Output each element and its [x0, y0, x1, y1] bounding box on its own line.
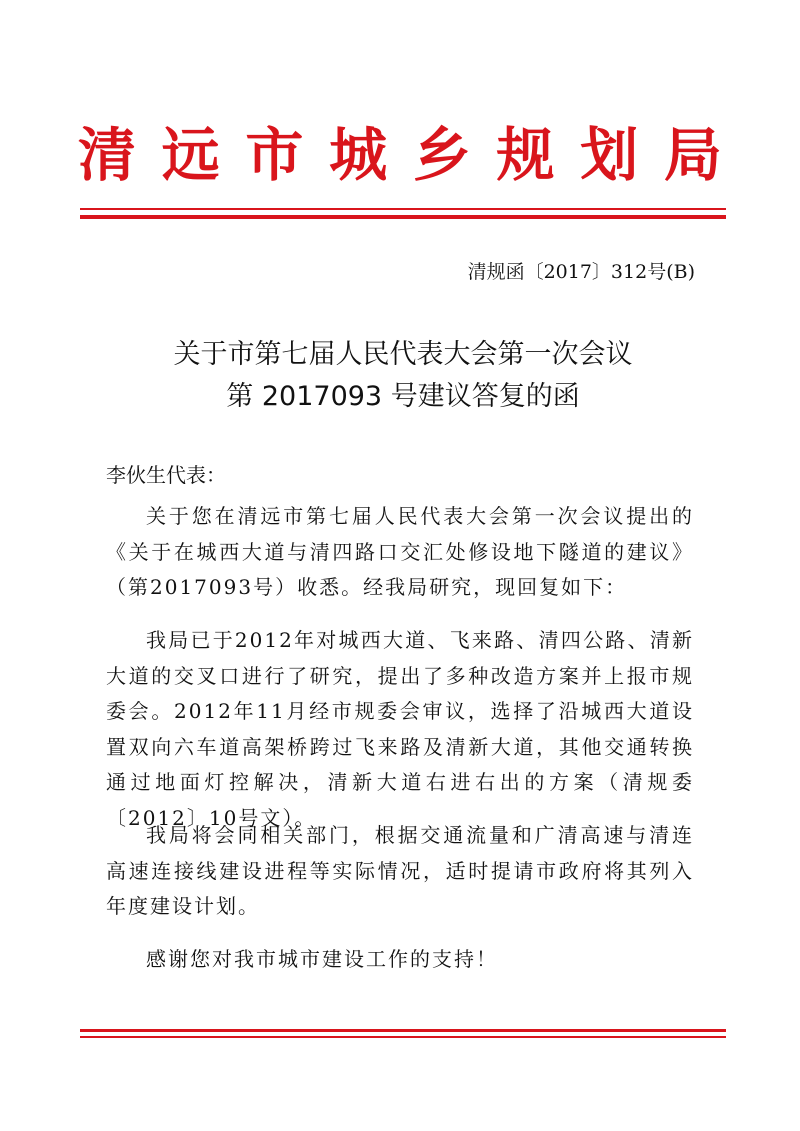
- salutation: 李伙生代表：: [106, 463, 226, 487]
- letterhead-char: 清: [78, 121, 137, 189]
- body-paragraph-2: 我局已于2012年对城西大道、飞来路、清四公路、清新大道的交叉口进行了研究，提出了多种改造方案并上报市规委会。2012年11月经市规委会审议，选择了沿城西大道设置双向六车道高架桥跨过飞来路及清新大道，其他交通转换通过地面灯控解决，清新大道右进右出的方案（清规委〔2012〕10号文）。: [106, 628, 694, 830]
- body-paragraph-3: 我局将会同相关部门，根据交通流量和广清高速与清连高速连接线建设进程等实际情况，适时提请市政府将其列入年度建设计划。: [106, 823, 694, 918]
- footer-thick-rule: [80, 1029, 726, 1032]
- letterhead-char: 局: [663, 121, 722, 189]
- letterhead-char: 规: [496, 121, 555, 189]
- header-thin-rule: [80, 208, 726, 210]
- letterhead-title: [78, 120, 722, 190]
- letterhead-char: 市: [245, 121, 304, 189]
- letterhead-char: 乡: [412, 121, 471, 189]
- body-paragraph-1: 关于您在清远市第七届人民代表大会第一次会议提出的《关于在城西大道与清四路口交汇处修设地下隧道的建议》（第2017093号）收悉。经我局研究，现回复如下：: [106, 504, 694, 599]
- letterhead-char: 远: [161, 121, 220, 189]
- header-thick-rule: [80, 215, 726, 219]
- body-paragraph-4: 感谢您对我市城市建设工作的支持！: [146, 947, 498, 971]
- title-line-1: 关于市第七届人民代表大会第一次会议: [173, 339, 633, 370]
- letterhead-char: 城: [329, 121, 388, 189]
- footer-thin-rule: [80, 1036, 726, 1038]
- title-line-2: 第 2017093 号建议答复的函: [226, 381, 580, 412]
- document-number: 清规函〔2017〕312号(B): [467, 261, 695, 283]
- letterhead-char: 划: [580, 121, 639, 189]
- document-title: [80, 334, 726, 418]
